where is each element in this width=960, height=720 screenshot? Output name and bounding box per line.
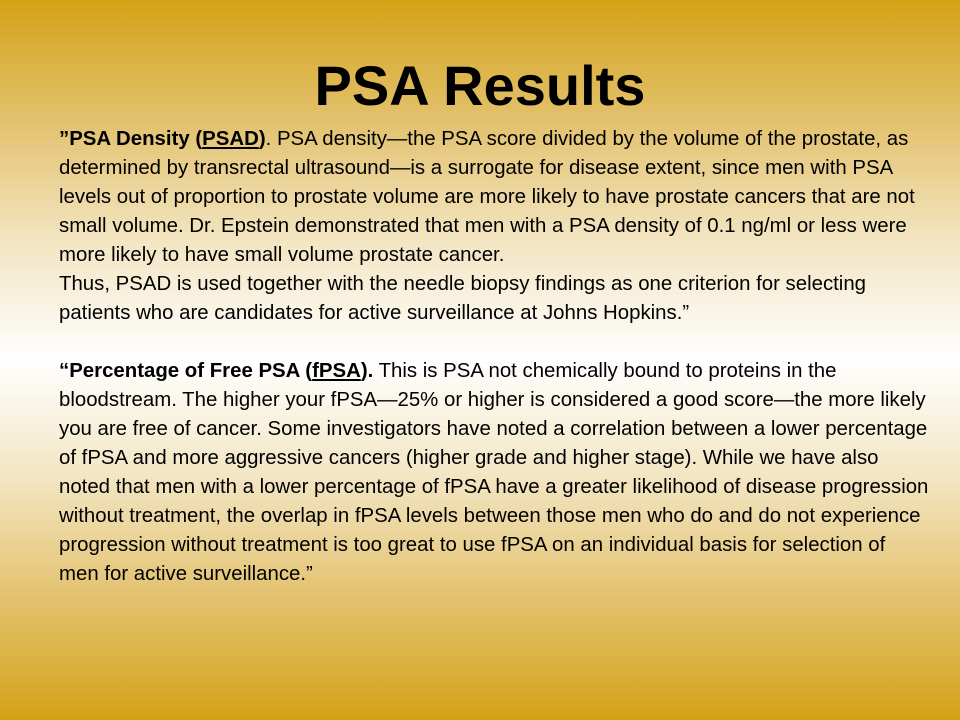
slide-title: PSA Results bbox=[314, 54, 646, 117]
fpsa-body: This is PSA not chemically bound to proteins in the bloodstream. The higher your fPSA—25% or higher is considered a good score—the more likely you are free of cancer. Some investigators have noted a correlation between a lower percentage of fPSA and more aggressive cancers (higher grade and higher stage). While we have also noted that men with a lower percentage of fPSA have a greater likelihood of disease progression without treatment, the overlap in fPSA levels between those men who do and do not experience progression without treatment is too great to use fPSA on an individual basis for selection of men for active surveillance.” bbox=[59, 360, 929, 585]
slide-body bbox=[59, 125, 929, 589]
psad-body: . PSA density—the PSA score divided by the volume of the prostate, as determined by transrectal ultrasound—is a surrogate for disease extent, since men with PSA levels out of proportion to prostate volume are more likely to have prostate cancers that are not small volume. Dr. Epstein demonstrated that men with a PSA density of 0.1 ng/ml or less were more likely to have small volume prostate cancer. bbox=[59, 128, 915, 266]
fpsa-paragraph bbox=[59, 357, 929, 589]
fpsa-open-quote: “ bbox=[59, 360, 70, 382]
psad-heading-abbr: PSAD bbox=[202, 128, 259, 150]
psad-followup-paragraph: Thus, PSAD is used together with the needle biopsy findings as one criterion for selecting patients who are candidates for active surveillance at Johns Hopkins.” bbox=[59, 273, 867, 324]
fpsa-heading-prefix: Percentage of Free PSA ( bbox=[69, 360, 313, 382]
paragraph-gap bbox=[59, 328, 929, 357]
fpsa-heading-suffix: ). bbox=[360, 360, 374, 382]
psad-open-quote: ” bbox=[59, 128, 70, 150]
fpsa-heading-abbr: fPSA bbox=[312, 360, 361, 382]
psad-heading-suffix: ) bbox=[258, 128, 266, 150]
psad-heading-prefix: PSA Density ( bbox=[69, 128, 203, 150]
psad-paragraph bbox=[59, 125, 929, 270]
